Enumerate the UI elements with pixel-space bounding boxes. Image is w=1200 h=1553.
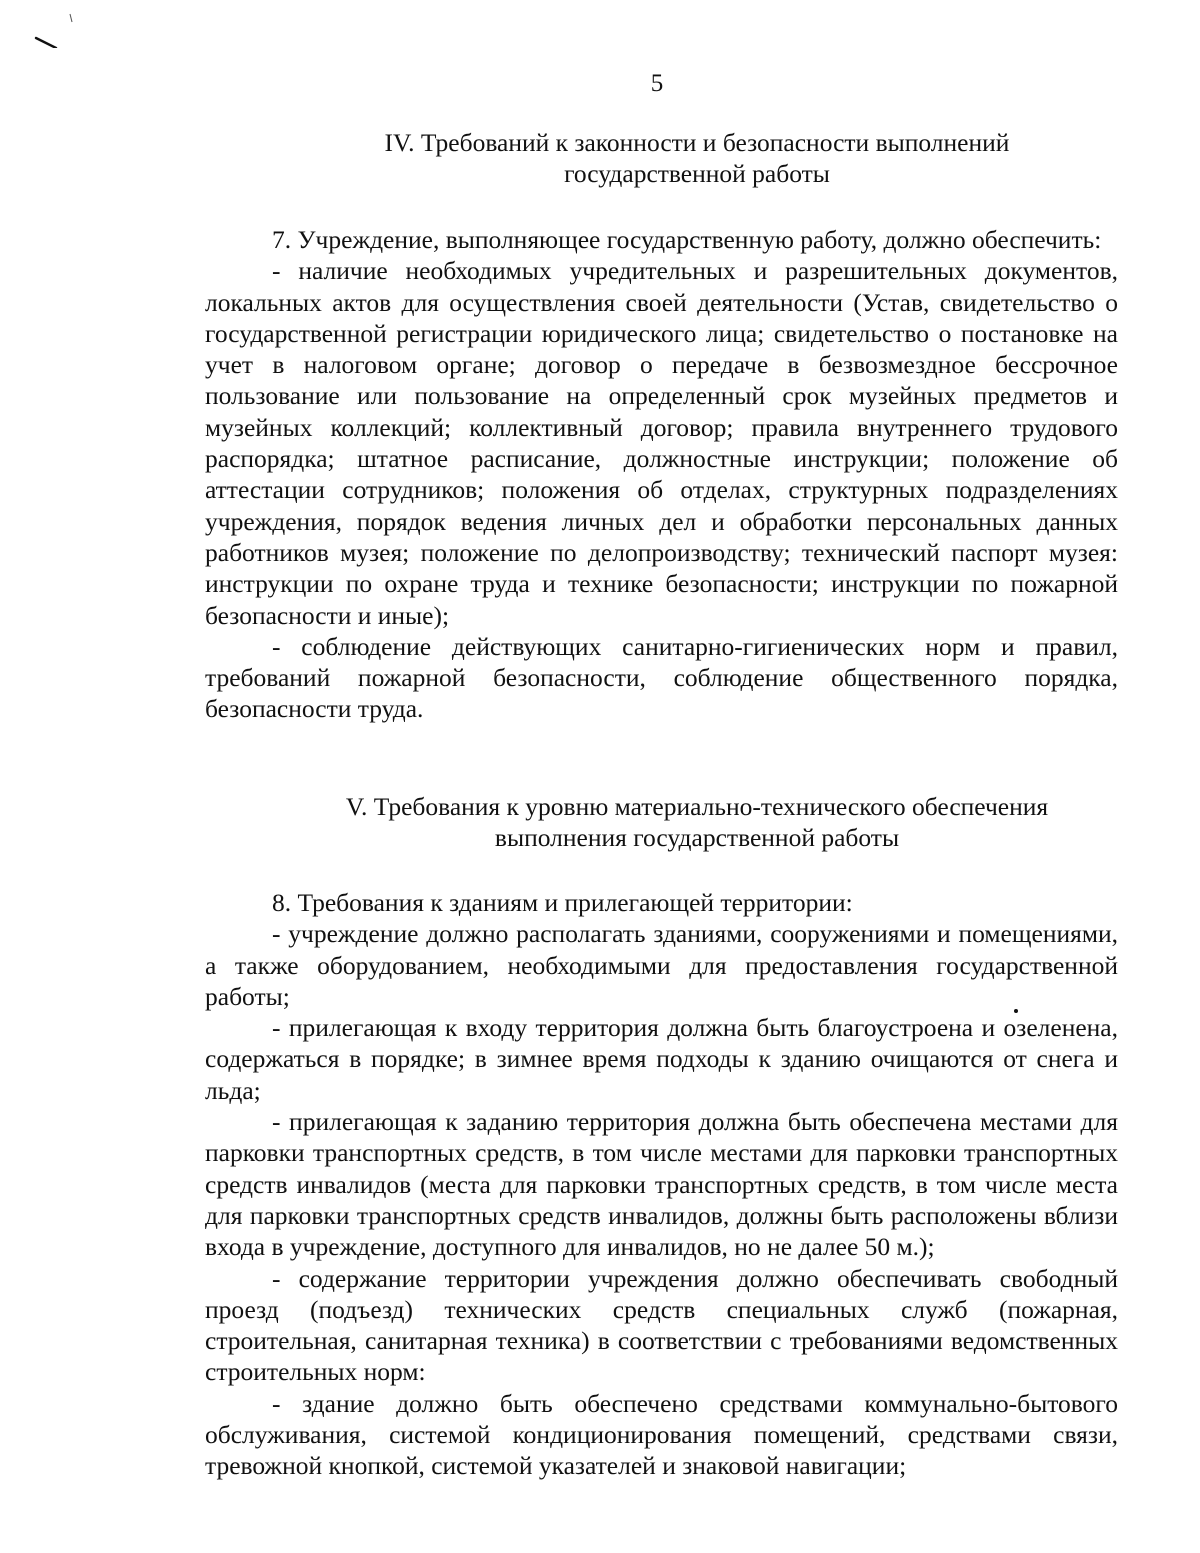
scan-mark-icon bbox=[30, 8, 90, 48]
section-5-title-line-2: выполнения государственной работы bbox=[494, 823, 900, 852]
section-5-title-line-1: V. Требования к уровню материально-технического обеспечения bbox=[345, 792, 1049, 821]
section-4-body bbox=[205, 224, 1118, 725]
page-number: 5 bbox=[650, 70, 664, 97]
paragraph: - содержание территории учреждения должно обеспечивать свободный проезд (подъезд) технических средств специальных служб (пожарная, строительная, санитарная техника) в соответствии с требованиями ведомственных строительных норм: bbox=[205, 1263, 1118, 1387]
paragraph: 8. Требования к зданиям и прилегающей территории: bbox=[272, 888, 853, 917]
paragraph: - учреждение должно располагать зданиями, сооружениями и помещениями, а также оборудованием, необходимыми для предоставления государственной работы; bbox=[205, 919, 1118, 1011]
paragraph: - соблюдение действующих санитарно-гигиенических норм и правил, требований пожарной безопасности, соблюдение общественного порядка, безопасности труда. bbox=[205, 631, 1118, 724]
section-4-title-line-2: государственной работы bbox=[564, 159, 830, 188]
section-4-title-line-1: IV. Требований к законности и безопасности выполнений bbox=[384, 128, 1010, 157]
paragraph: 7. Учреждение, выполняющее государственную работу, должно обеспечить: bbox=[272, 225, 1102, 254]
section-4-heading bbox=[236, 127, 1158, 189]
paragraph: - прилегающая к входу территория должна быть благоустроена и озеленена, содержаться в порядке; в зимнее время подходы к зданию очищаются от снега и льда; bbox=[205, 1013, 1118, 1105]
section-5-body bbox=[205, 887, 1118, 1482]
paragraph: - прилегающая к заданию территория должна быть обеспечена местами для парковки транспортных средств, в том числе местами для парковки транспортных средств инвалидов (места для парковки транспортных средств, в том числе места для парковки транспортных средств инвалидов, должны быть расположены вблизи входа в учреждение, доступного для инвалидов, но не далее 50 м.); bbox=[205, 1107, 1118, 1262]
paragraph: - наличие необходимых учредительных и разрешительных документов, локальных актов для осуществления своей деятельности (Устав, свидетельство о государственной регистрации юридического лица; свидетельство о постановке на учет в налоговом органе; договор о передаче в безвозмездное бессрочное пользование или пользование на определенный срок музейных предметов и музейных коллекций; коллективный договор; правила внутреннего трудового распорядка; штатное расписание, должностные инструкции; положение об аттестации сотрудников; положения об отделах, структурных подразделениях учреждения, порядок ведения личных дел и обработки персональных данных работников музея; положение по делопроизводству; технический паспорт музея: инструкции по охране труда и технике безопасности; инструкции по пожарной безопасности и иные); bbox=[205, 256, 1118, 630]
paragraph: - здание должно быть обеспечено средствами коммунально-бытового обслуживания, системой кондиционирования помещений, средствами связи, тревожной кнопкой, системой указателей и знаковой навигации; bbox=[205, 1388, 1118, 1481]
ink-dot bbox=[1014, 1009, 1018, 1013]
section-5-heading bbox=[236, 791, 1158, 853]
